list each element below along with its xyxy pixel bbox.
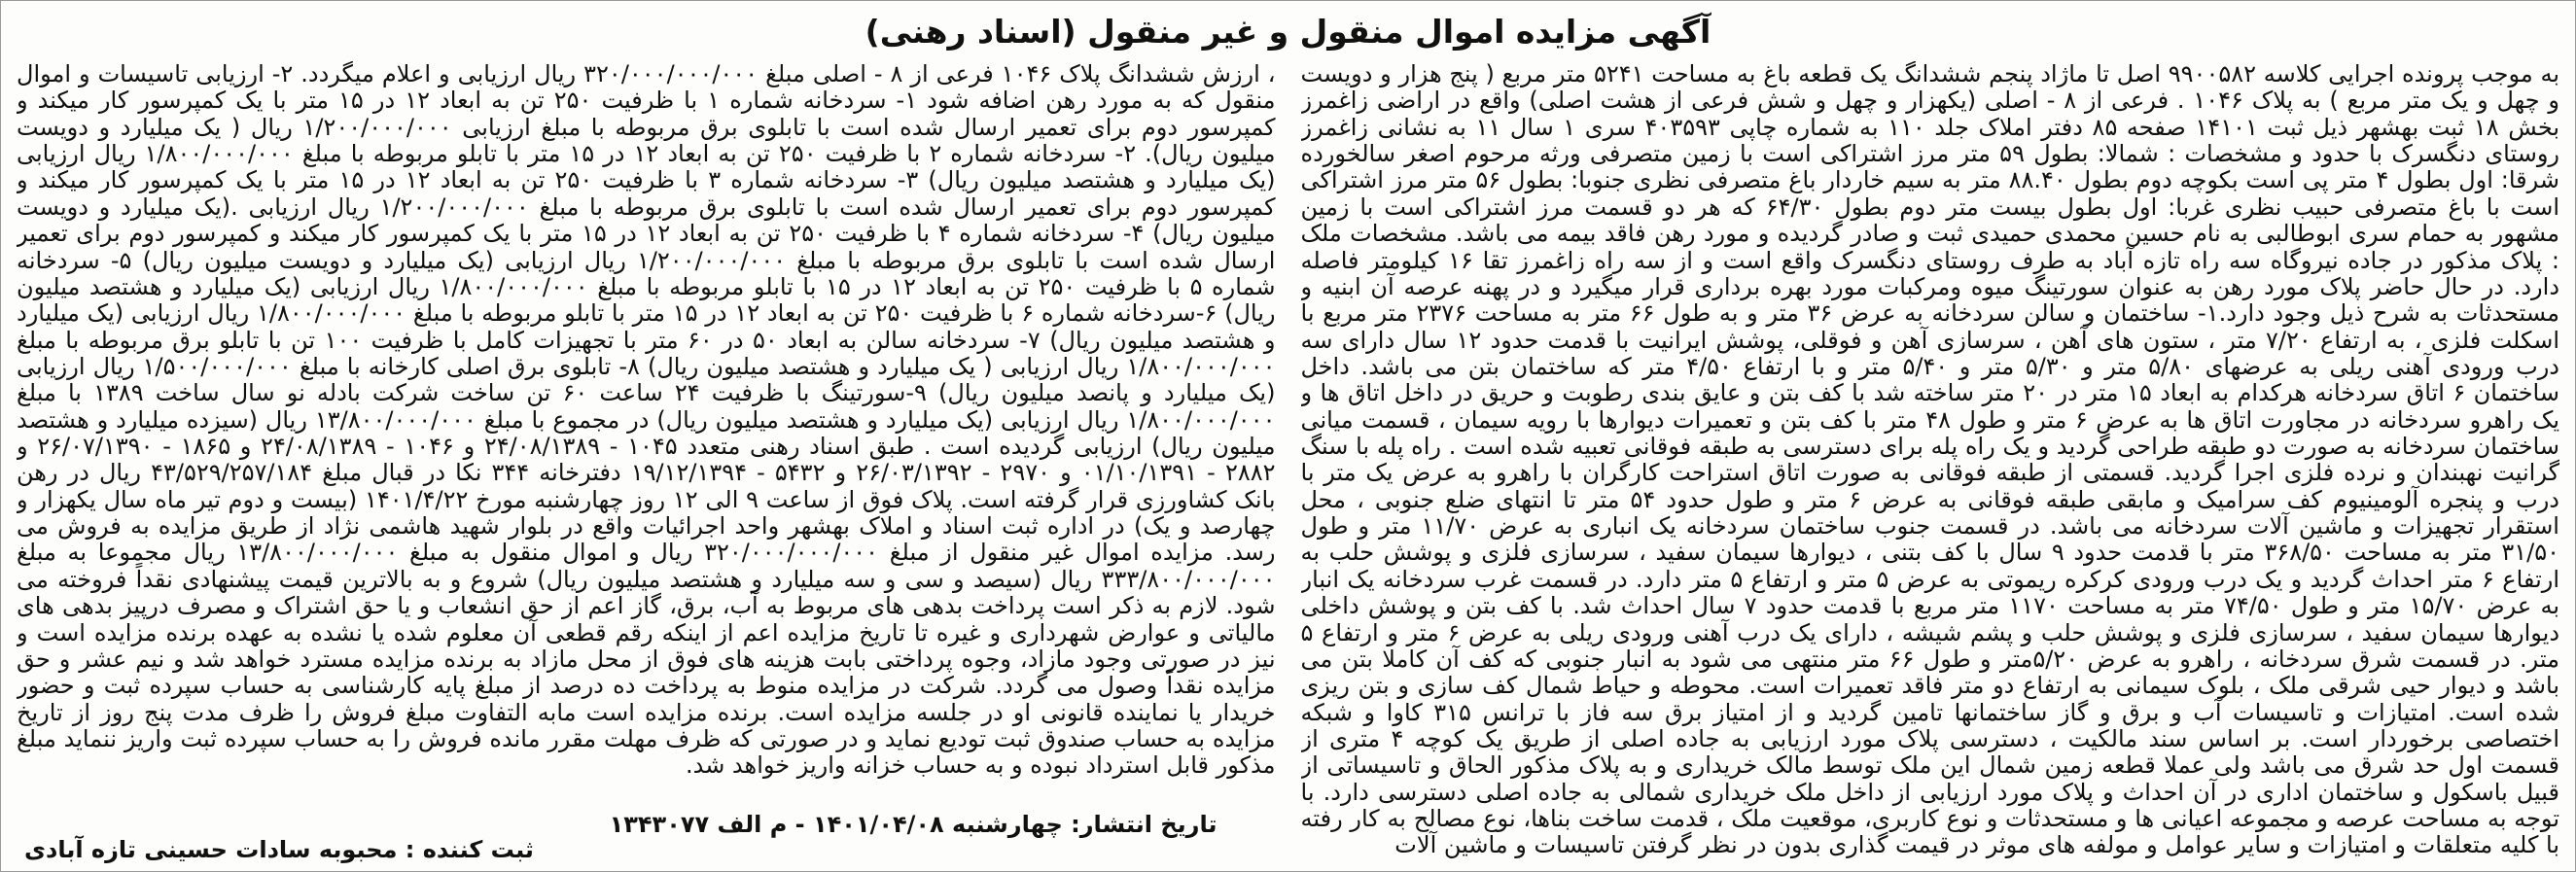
publication-date-line: تاریخ انتشار: چهارشنبه ۱۴۰۱/۰۴/۰۸ - م الف ۱۳۴۳۰۷۷ <box>609 811 1217 838</box>
notice-title: آگهی مزایده اموال منقول و غیر منقول (اسناد رهنی) <box>865 13 1711 51</box>
left-column-text: ، ارزش ششدانگ پلاک ۱۰۴۶ فرعی از ۸ - اصلی مبلغ ۳۲۰/۰۰۰/۰۰۰/۰۰۰ ریال ارزیابی و اعلام میگردد. ۲- ارزیابی تاسیسات و اموال منقول که به مورد رهن اضافه شود ۱- سردخانه شماره ۱ با ظرفیت ۲۵۰ تن به ابعاد ۱۲ در ۱۵ متر با یک کمپرسور کار میکند و کمپرسور دوم برای تعمیر ارسال شده است با تابلوی برق مربوطه با مبلغ ارزیابی ۱/۲۰۰/۰۰۰/۰۰۰ ریال ( یک میلیارد و دویست میلیون ریال). ۲- سردخانه شماره ۲ با ظرفیت ۲۵۰ تن به ابعاد ۱۲ در ۱۵ متر با تابلو مربوطه با مبلغ ۱/۸۰۰/۰۰۰/۰۰۰ ریال ارزیابی (یک میلیارد و هشتصد میلیون ریال) ۳- سردخانه شماره ۳ با ظرفیت ۲۵۰ تن به ابعاد ۱۲ در ۱۵ متر با یک کمپرسور کار میکند و کمپرسور دوم برای تعمیر ارسال شده است با تابلوی برق مربوطه با مبلغ ۱/۲۰۰/۰۰۰/۰۰۰ ریال ارزیابی .(یک میلیارد و دویست میلیون ریال) ۴- سردخانه شماره ۴ با ظرفیت ۲۵۰ تن به ابعاد ۱۲ در ۱۵ متر با یک کمپرسور کار میکند و کمپرسور دوم برای تعمیر ارسال شده است با تابلوی برق مربوطه با مبلغ ۱/۲۰۰/۰۰۰/۰۰۰ ریال ارزیابی (یک میلیارد و دویست میلیون ریال) ۵- سردخانه شماره ۵ با ظرفیت ۲۵۰ تن به ابعاد ۱۲ در ۱۵ با تابلو مربوطه با مبلغ ۱/۸۰۰/۰۰۰/۰۰۰ ریال ارزیابی (یک میلیارد و هشتصد میلیون ریال) ۶-سردخانه شماره ۶ با ظرفیت ۲۵۰ تن به ابعاد ۱۲ در ۱۵ متر با تابلو مربوطه با مبلغ ۱/۸۰۰/۰۰۰/۰۰۰ ریال ارزیابی (یک میلیارد و هشتصد میلیون ریال) ۷- سردخانه سالن به ابعاد ۵۰ در ۶۰ متر با تجهیزات کامل با ظرفیت ۱۰۰ تن با تابلو برق مربوطه با مبلغ ۱/۸۰۰/۰۰۰/۰۰۰ ریال ارزیابی ( یک میلیارد و هشتصد میلیون ریال) ۸- تابلوی برق اصلی کارخانه با مبلغ ۱/۵۰۰/۰۰۰/۰۰۰ ریال ارزیابی (یک میلیارد و پانصد میلیون ریال) ۹-سورتینگ با ظرفیت ۲۴ ساعت ۶۰ تن ساخت شرکت بادله نو سال ساخت ۱۳۸۹ با مبلغ ۱/۸۰۰/۰۰۰/۰۰۰ ریال ارزیابی (یک میلیارد و هشتصد میلیون ریال) در مجموع با مبلغ ۱۳/۸۰۰/۰۰۰/۰۰۰ ریال (سیزده میلیارد و هشتصد میلیون ریال) ارزیابی گردیده است . طبق اسناد رهنی متعدد ۱۰۴۵ - ۲۴/۰۸/۱۳۸۹ و ۱۰۴۶ - ۲۴/۰۸/۱۳۸۹ و ۱۸۶۵ - ۲۶/۰۷/۱۳۹۰ و ۲۸۸۲ - ۰۱/۱۰/۱۳۹۱ و ۲۹۷۰ - ۲۶/۰۳/۱۳۹۲ و ۵۴۳۲ - ۱۹/۱۲/۱۳۹۴ دفترخانه ۳۴۴ نکا در قبال مبلغ ۴۳/۵۲۹/۲۵۷/۱۸۴ ریال در رهن بانک کشاورزی قرار گرفته است. پلاک فوق از ساعت ۹ الی ۱۲ روز چهارشنبه مورخ ۱۴۰۱/۴/۲۲ (بیست و دوم تیر ماه سال یکهزار و چهارصد و یک) در اداره ثبت اسناد و املاک بهشهر واحد اجرائیات واقع در بلوار شهید هاشمی نژاد از طریق مزایده به فروش می رسد. مزایده اموال غیر منقول از مبلغ ۳۲۰/۰۰۰/۰۰۰/۰۰۰ ریال و اموال منقول به مبلغ ۱۳/۸۰۰/۰۰۰/۰۰۰ ریال مجموعا به مبلغ ۳۳۳/۸۰۰/۰۰۰/۰۰۰ ریال (سیصد و سی و سه میلیارد و هشتصد میلیون ریال) شروع و به بالاترین قیمت پیشنهادی نقداً فروخته می شود. لازم به ذکر است پرداخت بدهی های مربوط به آب، برق، گاز اعم از حق انشعاب و یا حق اشتراک و مصرف درپیز بدهی های مالیاتی و عوارض شهرداری و غیره تا تاریخ مزایده اعم از اینکه رقم قطعی آن معلوم شده یا نشده به عهده برنده مزایده است و نیز در صورتی وجود مازاد، وجوه پرداختی بابت هزینه های فوق از محل مازاد به برنده مزایده مسترد خواهد شد و نیم عشر و حق مزایده نقداً وصول می گردد. شرکت در مزایده منوط به پرداخت ده درصد از مبلغ پایه کارشناسی به حساب سپرده ثبت و حضور خریدار یا نماینده قانونی او در جلسه مزایده است. برنده مزایده است مابه التفاوت مبلغ فروش را ظرف مدت پنج روز از تاریخ مزایده به حساب صندوق ثبت تودیع نماید و در صورتی که ظرف مهلت مقرر مانده فروش را به حساب سپرده ثبت واریز ننماید مبلغ مذکور قابل استرداد نبوده و به حساب خزانه واریز خواهد شد. <box>17 61 1276 780</box>
registrar-line: ثبت کننده : محبوبه سادات حسینی تازه آبادی <box>24 836 534 863</box>
left-column <box>17 61 1276 865</box>
notice-body <box>17 61 2559 865</box>
right-column <box>1301 61 2560 865</box>
right-column-text: به موجب پرونده اجرایی کلاسه ۹۹۰۰۵۸۲ اصل تا ماژاد پنجم ششدانگ یک قطعه باغ به مساحت ۵۲۴۱ متر مربع ( پنج هزار و دویست و چهل و یک متر مربع ) به پلاک ۱۰۴۶ . فرعی از ۸ - اصلی (یکهزار و چهل و شش فرعی از هشت اصلی) واقع در اراضی زاغمرز بخش ۱۸ ثبت بهشهر ذیل ثبت ۱۴۱۰۱ صفحه ۸۵ دفتر املاک جلد ۱۱۰ به شماره چاپی ۴۰۳۵۹۳ سری ۱ سال ۱۱ به نشانی زاغمرز روستای دنگسرک با حدود و مشخصات : شمالا: بطول ۵۹ متر مرز اشتراکی است با زمین متصرفی ورثه مرحوم اصغر سالخورده شرقا: اول بطول ۴ متر پی است بکوچه دوم بطول ۸۸.۴۰ متر به سیم خاردار باغ متصرفی نظری جنوبا: بطول ۵۶ متر مرز اشتراکی است با باغ متصرفی حبیب نظری غربا: اول بطول بیست متر دوم بطول ۶۴/۳۰ که هر دو قسمت مرز اشتراکی است با زمین مشهور به حمام سری ابوطالبی به نام حسین محمدی حمیدی ثبت و صادر گردیده و مورد رهن فاقد بیمه می باشد. مشخصات ملک : پلاک مذکور در جاده نیروگاه سه راه تازه آباد به طرف روستای دنگسرک واقع است و از سه راه زاغمرز تقا ۱۶ کیلومتر فاصله دارد. در حال حاضر پلاک مورد رهن به عنوان سورتینگ میوه ومرکبات مورد بهره برداری قرار میگیرد و در پهنه عرصه آن ابنیه و مستحدثات به شرح ذیل وجود دارد.۱- ساختمان و سالن سردخانه به عرض ۳۶ متر و به طول ۶۶ متر به مساحت ۲۳۷۶ متر مربع با اسکلت فلزی ، به ارتفاع ۷/۲۰ متر ، ستون های آهن ، سرسازی آهن و فوقلی، پوشش ایرانیت با قدمت حدود ۱۲ سال دارای سه درب ورودی آهنی ریلی به عرضهای ۵/۸۰ متر و ۵/۳۰ متر و ۵/۴۰ متر و با ارتفاع ۴/۵۰ متر که ساختمان بتن می باشد. داخل ساختمان ۶ اتاق سردخانه هرکدام به ابعاد ۱۵ متر در ۲۰ متر ساخته شد با کف بتن و عایق بندی رطوبت و حریق در داخل اتاق ها و یک راهرو سردخانه در مجاورت اتاق ها به عرض ۶ متر و طول ۴۸ متر با کف بتن و تعمیرات دیوارها با رویه سیمان ، قسمت میانی ساختمان سردخانه به صورت دو طبقه طراحی گردید و یک راه پله برای دسترسی به طبقه فوقانی تعبیه شده است . راه پله با سنگ گرانیت نهبندان و نرده فلزی اجرا گردید. قسمتی از طبقه فوقانی به صورت اتاق استراحت کارگران با راهرو به عرض یک متر با درب و پنجره آلومینیوم کف سرامیک و مابقی طبقه فوقانی به عرض ۶ متر و طول حدود ۵۴ متر تا انتهای ضلع جنوبی ، محل استقرار تجهیزات و ماشین آلات سردخانه می باشد. در قسمت جنوب ساختمان سردخانه یک انباری به عرض ۱۱/۷۰ متر و طول ۳۱/۵۰ متر به مساحت ۳۶۸/۵۰ متر با قدمت حدود ۹ سال با کف بتنی ، دیوارها سیمان سفید ، سرسازی فلزی و پوشش حلب به ارتفاع ۶ متر احداث گردید و یک درب ورودی کرکره ریموتی به عرض ۵ متر و ارتفاع ۵ متر دارد. در قسمت غرب سردخانه یک انبار به عرض ۱۵/۷۰ متر و طول ۷۴/۵۰ متر به مساحت ۱۱۷۰ متر مربع با قدمت حدود ۷ سال احداث شد. با کف بتن و پوشش داخلی دیوارها سیمان سفید ، سرسازی فلزی و پوشش حلب و پشم شیشه ، دارای یک درب آهنی ورودی ریلی به عرض ۶ متر و ارتفاع ۵ متر. در قسمت شرق سردخانه ، راهرو به عرض ۵/۲۰متر و طول ۶۶ متر منتهی می شود به انبار جنوبی که کف آن کاملا بتن می باشد و دیوار حیی شرقی ملک ، بلوک سیمانی به ارتفاع دو متر فاقد تعمیرات است. محوطه و حیاط شمال کف سازی و بتن ریزی شده است. امتیازات و تاسیسات آب و برق و گاز ساختمانها تامین گردید و از امتیاز برق سه فاز با ترانس ۳۱۵ کاوا و شبکه اختصاصی برخوردار است. بر اساس سند مالکیت ، دسترسی پلاک مورد ارزیابی به جاده اصلی از طریق یک کوچه ۴ متری از قسمت اول حد شرق می باشد ولی عملا قطعه زمین شمال این ملک توسط مالک خریداری و به پلاک مذکور الحاق و تاسیساتی از قبیل باسکول و ساختمان اداری در آن احداث و پلاک مورد ارزیابی از داخل ملک خریداری شمالی به جاده اصلی دسترسی دارد. با توجه به مساحت عرصه و مجموعه اعیانی ها و مستحدثات و نوع کاربری، موقعیت ملک ، قدمت ساخت بناها، نوع مصالح به کار رفته با کلیه متعلقات و امتیازات و سایر عوامل و مولفه های موثر در قیمت گذاری بدون در نظر گرفتن تاسیسات و ماشین آلات <box>1300 61 2559 859</box>
notice-footer <box>17 809 1276 865</box>
